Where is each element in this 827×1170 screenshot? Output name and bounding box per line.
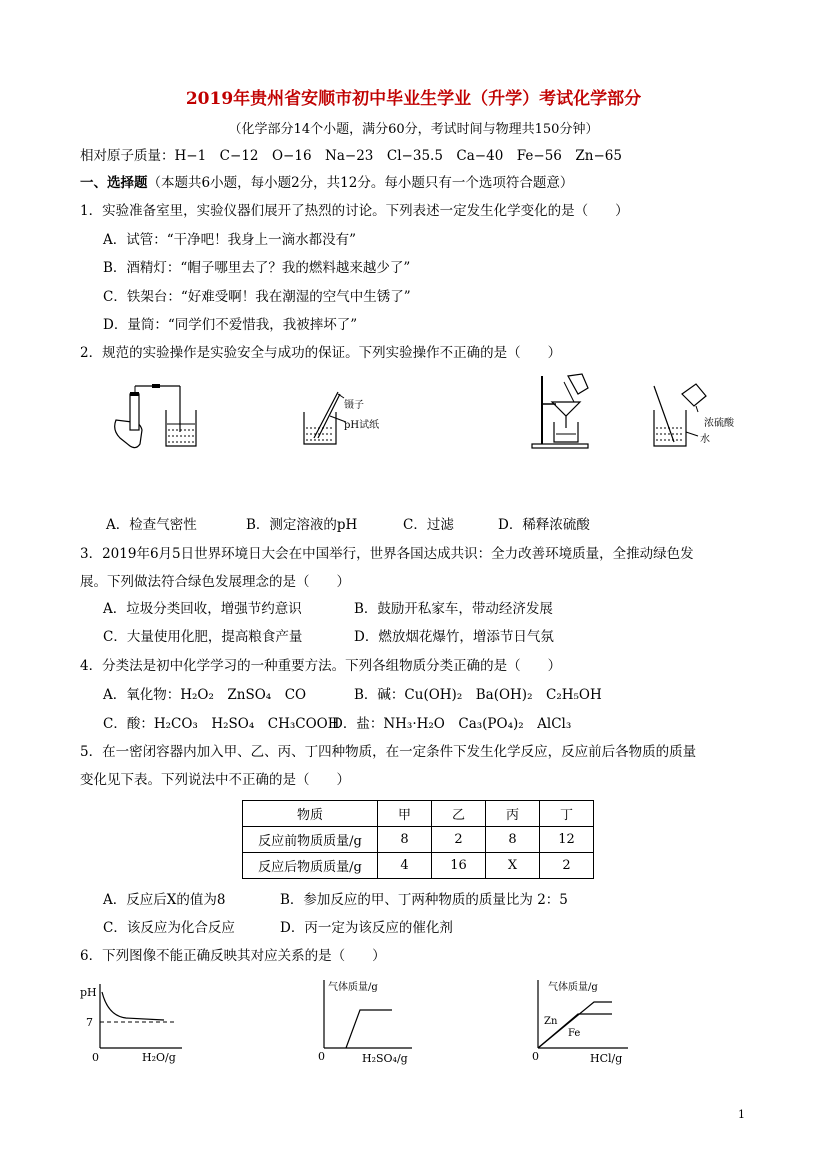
graph3-series-zn: Zn (544, 1016, 558, 1027)
atomic-mass-line: 相对原子质量：H−1 C−12 O−16 Na−23 Cl−35.5 Ca−40 Fe−56 Zn−65 (80, 148, 622, 164)
q6-graph-ph (78, 976, 188, 1066)
q5-option-b: B．参加反应的甲、丁两种物质的质量比为 2：5 (280, 892, 568, 908)
page-number: 1 (738, 1108, 745, 1121)
q1-option-a: A．试管：“干净吧！我身上一滴水都没有” (103, 232, 357, 248)
q3-stem-line1: 3．2019年6月5日世界环境日大会在中国举行，世界各国达成共识：全力改善环境质量，全推动绿色发 (80, 546, 694, 562)
q2-figure-filtration (528, 372, 598, 452)
table-cell: 16 (432, 853, 486, 879)
table-cell: 4 (378, 853, 432, 879)
page-title: 2019年贵州省安顺市初中毕业生学业（升学）考试化学部分 (185, 89, 642, 109)
table-cell: 反应后物质质量/g (243, 853, 378, 879)
q4-stem: 4．分类法是初中化学学习的一种重要方法。下列各组物质分类正确的是（ ） (80, 658, 562, 674)
table-header-cell: 丁 (540, 801, 594, 827)
graph2-xlabel: H₂SO₄/g (362, 1052, 408, 1065)
q3-stem-line2: 展。下列做法符合绿色发展理念的是（ ） (80, 574, 350, 590)
table-header-cell: 乙 (432, 801, 486, 827)
q6-graph-h2so4 (312, 972, 422, 1066)
table-header-cell: 甲 (378, 801, 432, 827)
q5-mass-table (242, 800, 594, 879)
exam-subtitle: （化学部分14个小题，满分60分，考试时间与物理共150分钟） (228, 122, 599, 137)
q2-figure-dilution (648, 380, 748, 456)
graph3-ylabel: 气体质量/g (548, 982, 598, 993)
q3-option-b: B．鼓励开私家车，带动经济发展 (354, 601, 553, 617)
q2-stem: 2．规范的实验操作是实验安全与成功的保证。下列实验操作不正确的是（ ） (80, 345, 562, 361)
q5-stem-line2: 变化见下表。下列说法中不正确的是（ ） (80, 772, 350, 788)
q1-option-d: D．量筒：“同学们不爱惜我，我被摔坏了” (103, 317, 358, 333)
table-row (243, 853, 594, 879)
graph2-ylabel: 气体质量/g (328, 982, 378, 993)
q1-stem: 1．实验准备室里，实验仪器们展开了热烈的讨论。下列表述一定发生化学变化的是（ ） (80, 203, 629, 219)
q4-option-b: B．碱：Cu(OH)₂ Ba(OH)₂ C₂H₅OH (354, 687, 602, 703)
graph3-series-fe: Fe (568, 1028, 581, 1039)
q3-option-a: A．垃圾分类回收，增强节约意识 (103, 601, 302, 617)
table-cell: X (486, 853, 540, 879)
table-row (243, 827, 594, 853)
table-row (243, 801, 594, 827)
graph1-ytick: 7 (86, 1016, 93, 1029)
section-heading (80, 173, 573, 193)
section-heading-label: 一、选择题 (80, 175, 148, 191)
graph3-xlabel: HCl/g (590, 1052, 623, 1065)
q2-option-d: D．稀释浓硫酸 (498, 517, 590, 533)
table-cell: 8 (486, 827, 540, 853)
graph2-origin: 0 (318, 1050, 325, 1063)
q2-option-b: B．测定溶液的pH (246, 517, 358, 533)
q5-option-c: C．该反应为化合反应 (103, 920, 235, 936)
q2-figure-airtightness (108, 380, 200, 456)
table-header-cell: 丙 (486, 801, 540, 827)
table-cell: 12 (540, 827, 594, 853)
section-heading-note: （本题共6小题，每小题2分，共12分。每小题只有一个选项符合题意） (147, 175, 574, 191)
q1-option-c: C．铁架台：“好难受啊！我在潮湿的空气中生锈了” (103, 289, 411, 305)
graph3-origin: 0 (532, 1050, 539, 1063)
q5-option-d: D．丙一定为该反应的催化剂 (280, 920, 453, 936)
q5-stem-line1: 5．在一密闭容器内加入甲、乙、丙、丁四种物质，在一定条件下发生化学反应，反应前后各物质的质量 (80, 744, 697, 760)
q5-option-a: A．反应后X的值为8 (103, 892, 226, 908)
q3-option-c: C．大量使用化肥，提高粮食产量 (103, 629, 303, 645)
table-cell: 8 (378, 827, 432, 853)
q2-option-a: A．检查气密性 (106, 517, 197, 533)
graph1-origin: 0 (92, 1051, 99, 1064)
q1-option-b: B．酒精灯：“帽子哪里去了？我的燃料越来越少了” (103, 260, 411, 276)
graph1-ylabel: pH (80, 986, 97, 999)
q3-option-d: D．燃放烟花爆竹，增添节日气氛 (354, 629, 554, 645)
water-label: 水 (700, 434, 710, 445)
ph-paper-label: pH试纸 (344, 420, 380, 431)
table-cell: 2 (432, 827, 486, 853)
tweezers-label: 镊子 (344, 400, 364, 411)
q6-graph-hcl (530, 972, 640, 1066)
table-header-cell: 物质 (243, 801, 378, 827)
q2-option-c: C．过滤 (403, 517, 454, 533)
q4-option-a: A．氧化物：H₂O₂ ZnSO₄ CO (103, 687, 307, 703)
q4-option-d: D．盐：NH₃·H₂O Ca₃(PO₄)₂ AlCl₃ (332, 716, 572, 732)
table-cell: 反应前物质质量/g (243, 827, 378, 853)
q6-stem: 6．下列图像不能正确反映其对应关系的是（ ） (80, 948, 386, 964)
q2-figure-ph-test (300, 380, 390, 450)
conc-acid-label: 浓硫酸 (704, 418, 734, 429)
q4-option-c: C．酸：H₂CO₃ H₂SO₄ CH₃COOH (103, 716, 340, 732)
graph1-xlabel: H₂O/g (142, 1051, 176, 1064)
table-cell: 2 (540, 853, 594, 879)
